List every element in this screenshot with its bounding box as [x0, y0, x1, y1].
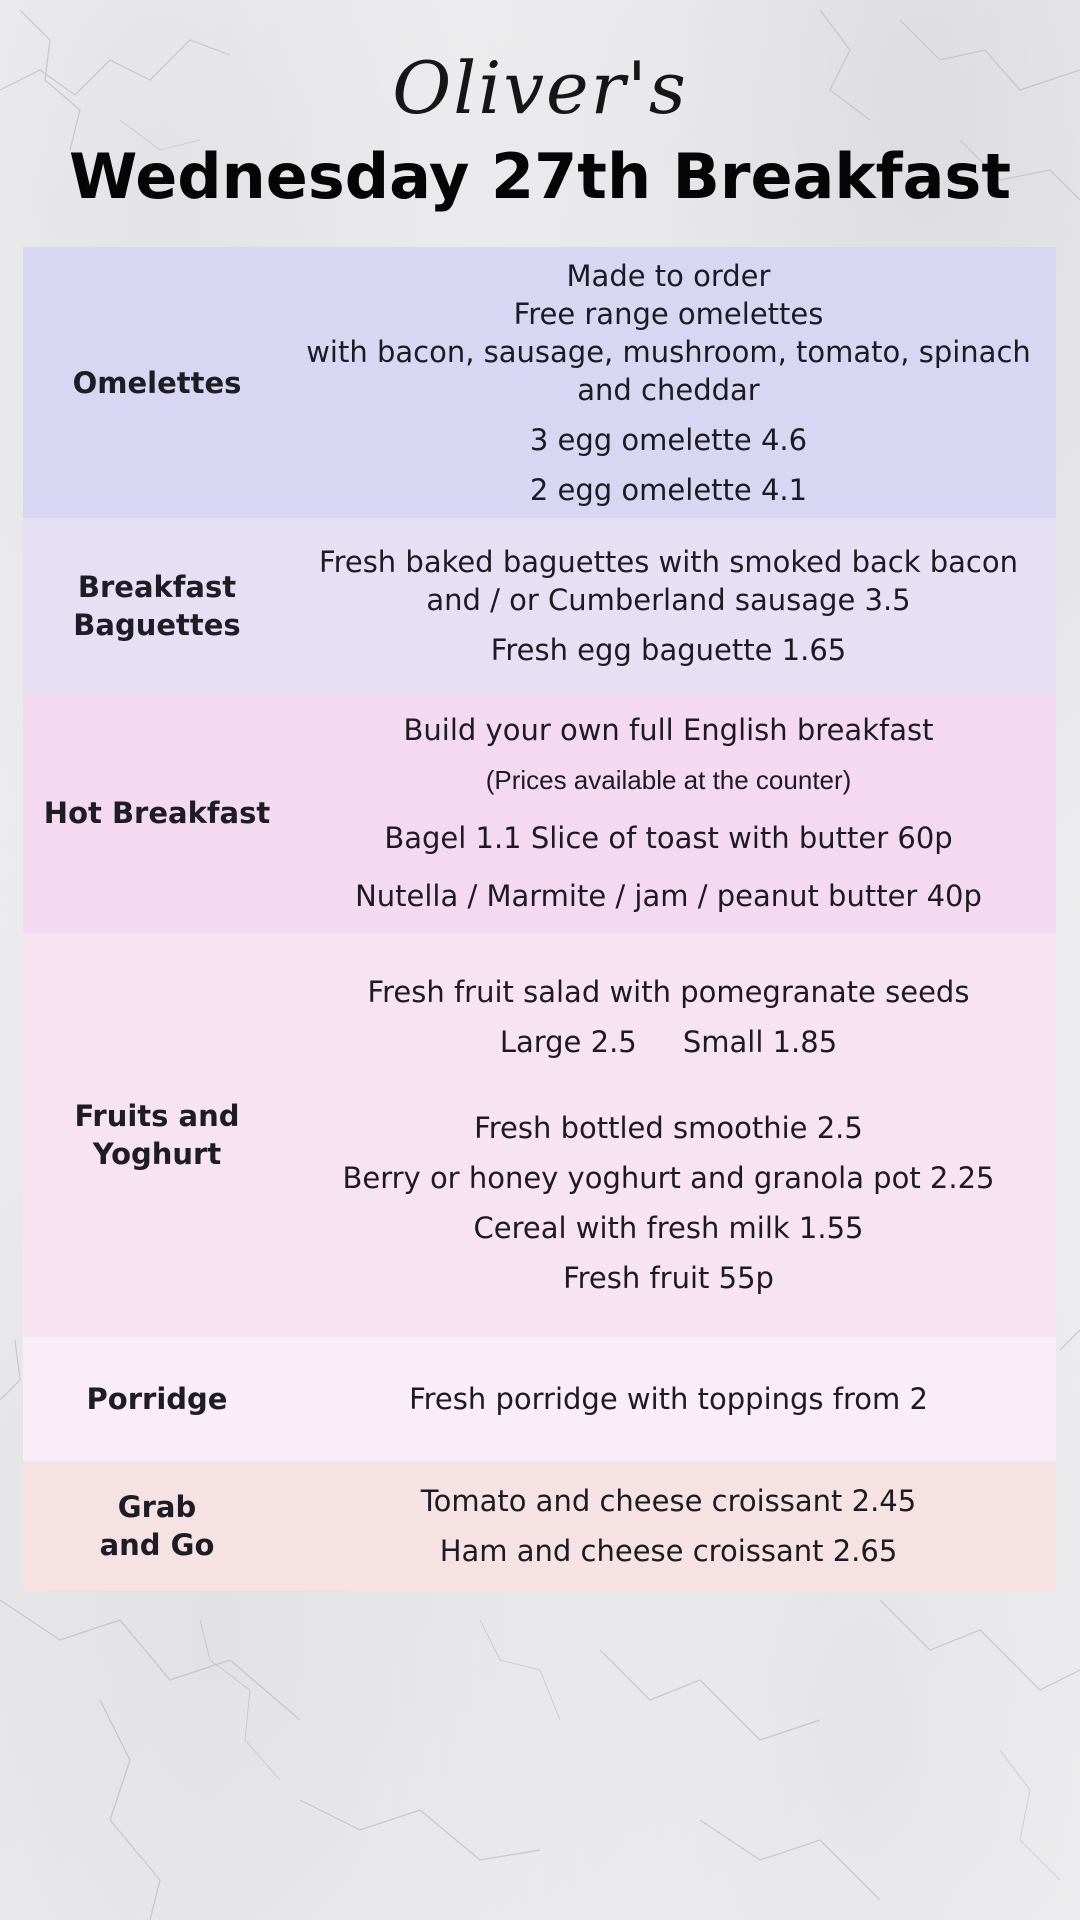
menu-table	[23, 247, 1056, 1591]
category-omelettes: Omelettes	[72, 365, 242, 400]
items-grab-and-go	[291, 1482, 1056, 1570]
section-grab-and-go	[23, 1461, 1056, 1591]
category-fruits-and-yoghurt	[23, 1097, 291, 1173]
menu-item-price: Large 2.5 Small 1.85	[499, 1025, 838, 1059]
items-porridge	[291, 1380, 1056, 1418]
category-label: Baguettes	[73, 607, 241, 642]
category-porridge: Porridge	[86, 1382, 228, 1416]
menu-item-price: 2 egg omelette 4.1	[529, 472, 808, 507]
category-label: Grab	[117, 1490, 197, 1524]
items-omelettes	[291, 257, 1056, 509]
menu-item-price: Fresh egg baguette 1.65	[490, 632, 847, 667]
menu-item-price: Berry or honey yoghurt and granola pot 2.25	[342, 1161, 995, 1195]
menu-item-price: Nutella / Marmite / jam / peanut butter 40p	[355, 879, 982, 913]
page-title: Wednesday 27th Breakfast	[69, 140, 1011, 213]
category-hot-breakfast: Hot Breakfast	[43, 796, 271, 830]
category-label: Fruits and	[74, 1099, 240, 1133]
menu-item-price: Ham and cheese croissant 2.65	[439, 1534, 898, 1568]
section-omelettes	[23, 247, 1056, 518]
category-label: and Go	[99, 1528, 215, 1562]
menu-line: with bacon, sausage, mushroom, tomato, spinach	[306, 334, 1031, 369]
category-label: Yoghurt	[92, 1137, 222, 1171]
items-baguettes	[291, 543, 1056, 669]
brand-logo: Oliver's	[392, 46, 688, 130]
category-baguettes	[23, 568, 291, 644]
menu-item-price: 3 egg omelette 4.6	[529, 422, 808, 457]
menu-line: Build your own full English breakfast	[403, 713, 934, 747]
menu-item-price: Fresh bottled smoothie 2.5	[474, 1111, 863, 1145]
menu-line: Fresh fruit salad with pomegranate seeds	[367, 975, 970, 1009]
menu-item-price: Fresh porridge with toppings from 2	[409, 1382, 928, 1416]
menu-item-price: Bagel 1.1 Slice of toast with butter 60p	[384, 821, 953, 855]
menu-line: Free range omelettes	[513, 296, 824, 331]
category-grab-and-go	[23, 1488, 291, 1564]
menu-line: and / or Cumberland sausage 3.5	[426, 582, 911, 617]
menu-line: and cheddar	[577, 372, 760, 407]
items-hot-breakfast	[291, 711, 1056, 915]
section-baguettes	[23, 518, 1056, 693]
category-label: Breakfast	[77, 569, 237, 604]
menu-item-price: Fresh fruit 55p	[563, 1261, 774, 1295]
section-porridge	[23, 1337, 1056, 1461]
section-hot-breakfast	[23, 693, 1056, 933]
menu-line: Fresh baked baguettes with smoked back bacon	[319, 544, 1018, 579]
menu-note: (Prices available at the counter)	[485, 765, 852, 795]
items-fruits-and-yoghurt	[291, 973, 1056, 1297]
menu-line: Made to order	[566, 258, 771, 293]
section-fruits-and-yoghurt	[23, 933, 1056, 1337]
menu-item-price: Cereal with fresh milk 1.55	[473, 1211, 864, 1245]
menu-item-price: Tomato and cheese croissant 2.45	[420, 1484, 917, 1518]
